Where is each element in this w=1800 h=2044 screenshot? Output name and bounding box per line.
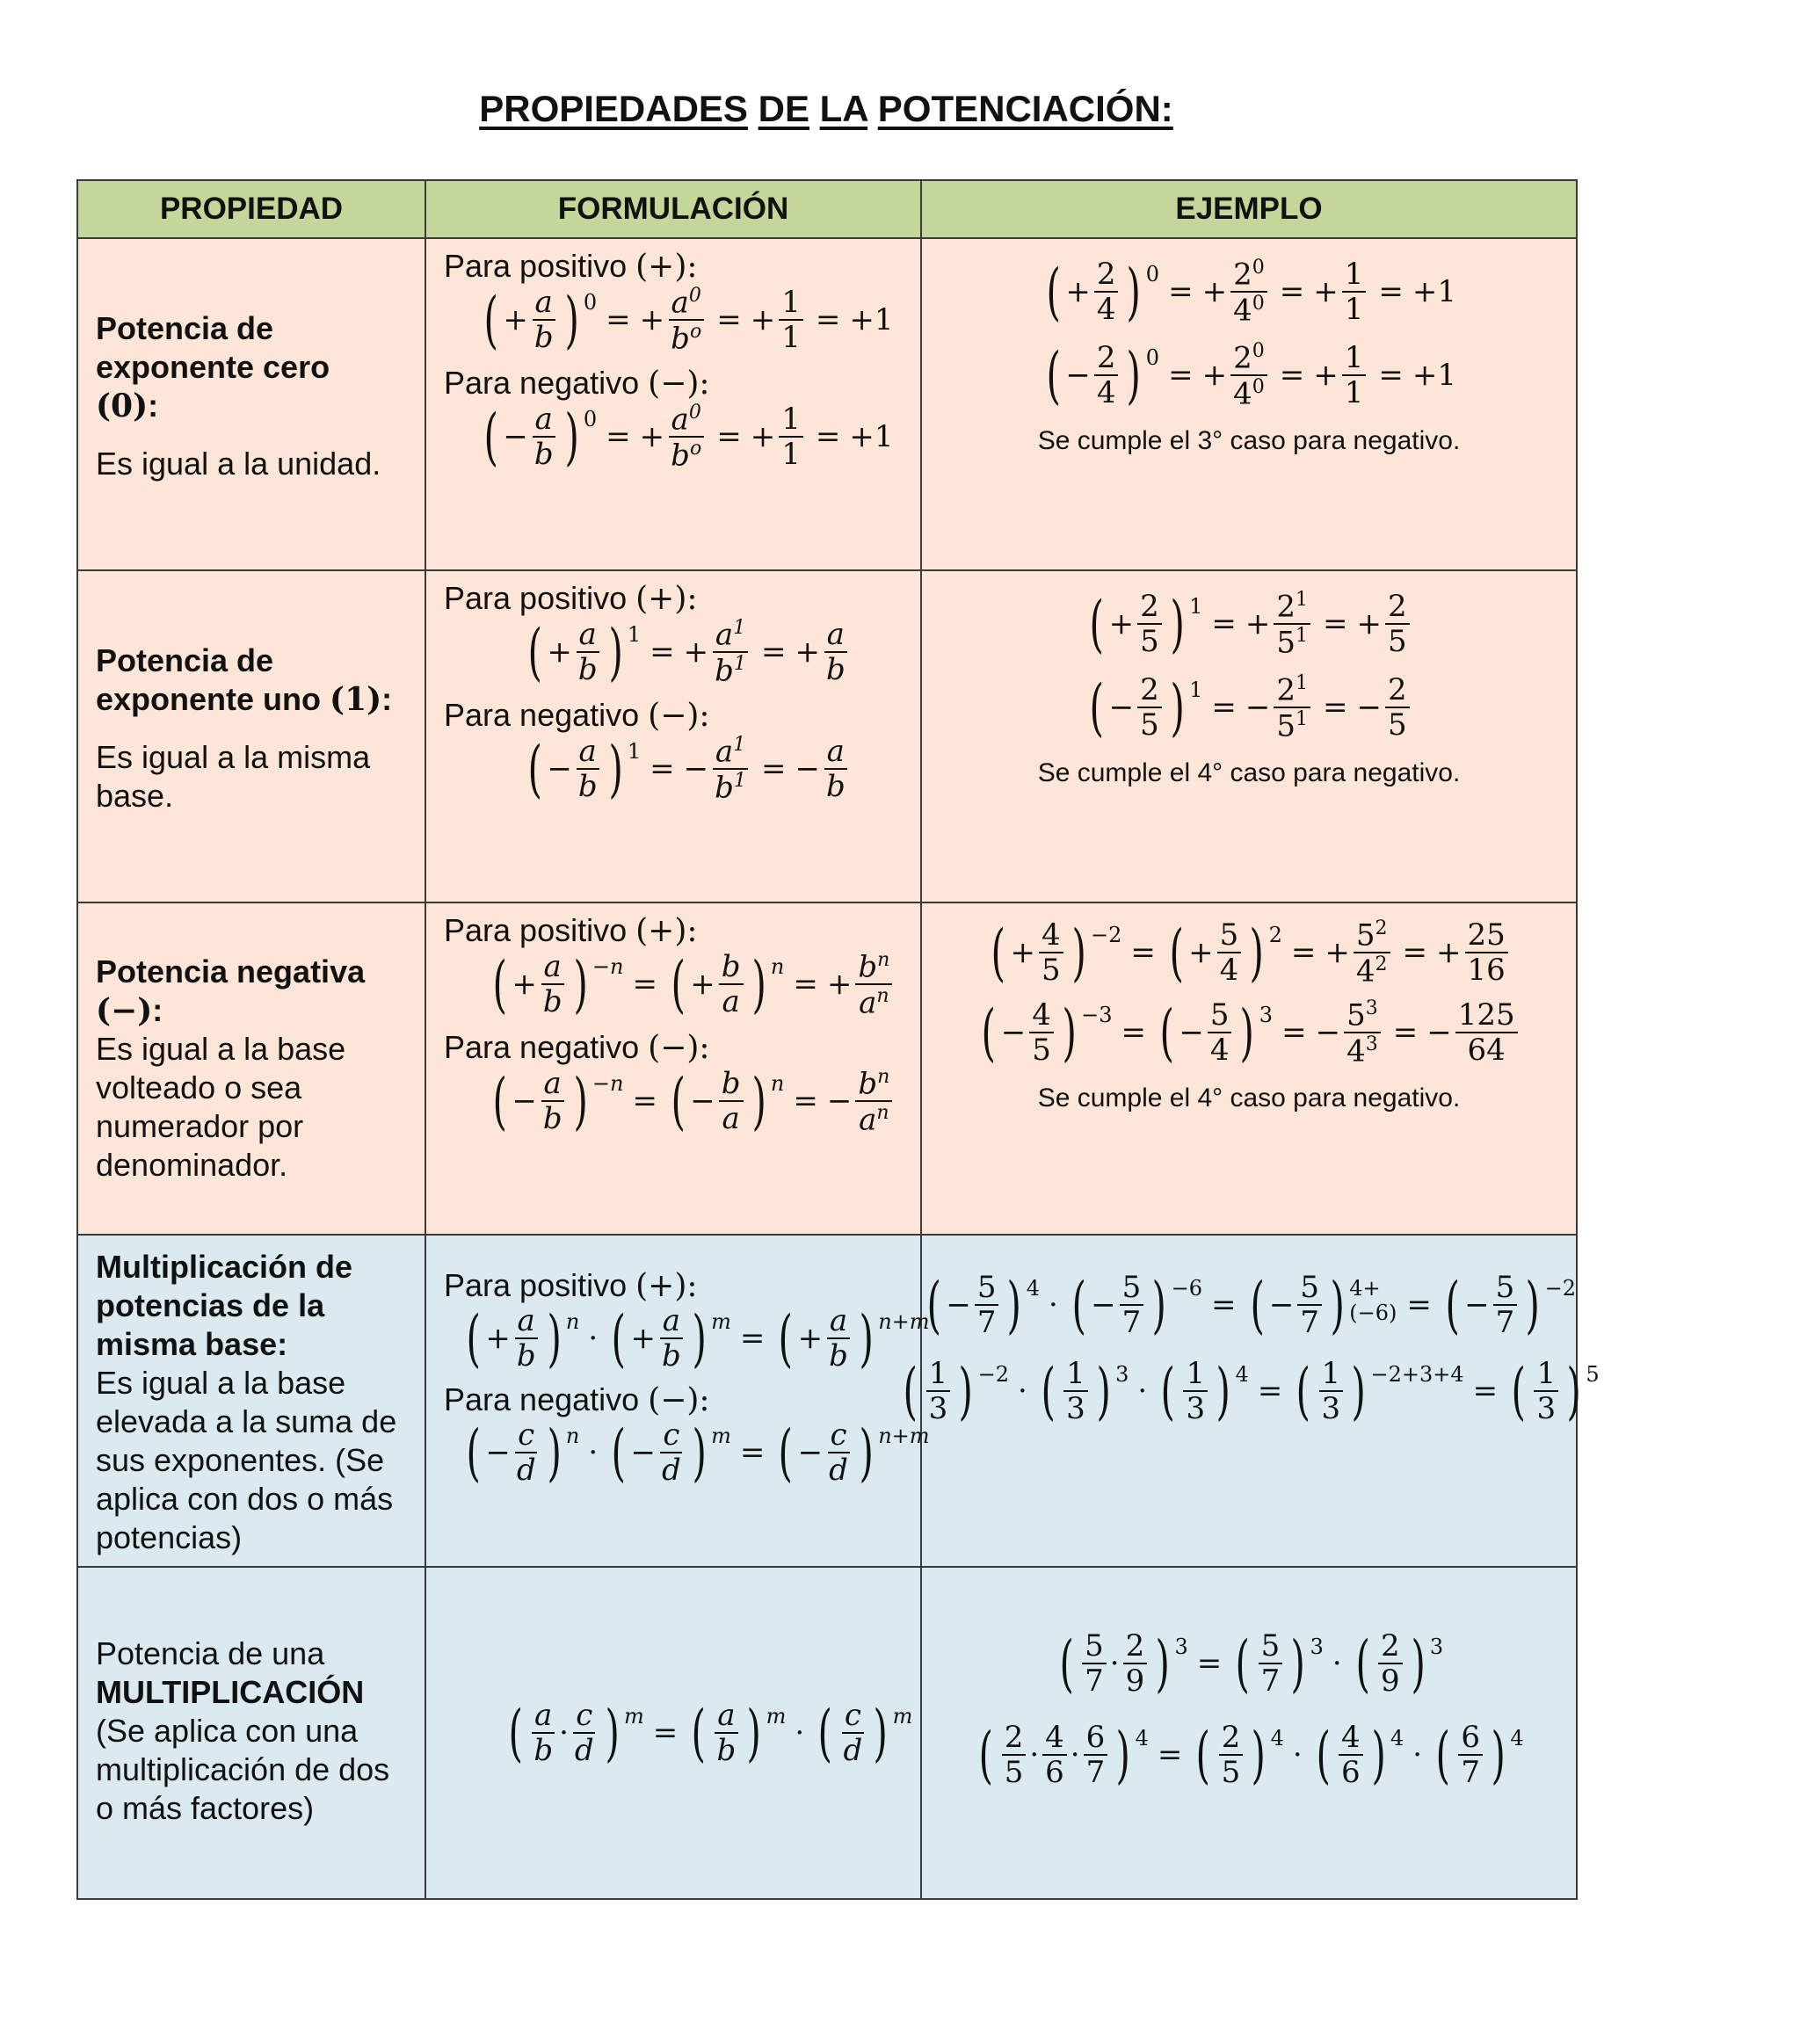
formula-negative: ( − $\frac{a}{b}$ ) 1 = − $\frac{a^1}{b^1}$ = − $\frac{a}{b}$	[426, 734, 920, 805]
prop-cell: Multiplicación de potencias de la misma base: Es igual a la base elevada a la suma de sus exponentes. (Se aplica con dos o más potencias)	[77, 1235, 425, 1567]
formula-positive: ( + $\frac{a}{b}$ ) 0 = + $\frac{a^0}{b^o}$ = + $\frac{1}{1}$ = +1	[483, 284, 894, 357]
formula-positive: ( + $\frac{a}{b}$ ) 1 = + $\frac{a^1}{b^1}$ = + $\frac{a}{b}$	[426, 617, 920, 688]
row-potencia-negativa	[77, 902, 1577, 1235]
example-note: Se cumple el 4° caso para negativo.	[1037, 758, 1461, 788]
prop-cell: Potencia de exponente cero (0): Es igual a la unidad.	[77, 238, 425, 570]
prop-cell: Potencia negativa (−): Es igual a la base volteado o sea numerador por denominador.	[77, 902, 425, 1235]
header-formulacion: FORMULACIÓN	[425, 180, 921, 238]
example-cell	[921, 238, 1577, 570]
header-row	[77, 180, 1577, 238]
prop-cell: Potencia de exponente uno (1): Es igual a la misma base.	[77, 570, 425, 902]
example-cell	[903, 1235, 1600, 1567]
example-1: ( $\frac{5}{7}$ · $\frac{2}{9}$ ) 3 = ( $\frac{5}{7}$ ) 3 · ( $\frac{2}{9}$ ) 3	[1059, 1627, 1444, 1700]
formula-negative: ( − $\frac{a}{b}$ ) 0 = + $\frac{a^0}{b^o}$ = + $\frac{1}{1}$ = +1	[483, 400, 894, 474]
example-note: Se cumple el 4° caso para negativo.	[1037, 1084, 1461, 1113]
row-exponente-cero	[77, 238, 1577, 570]
example-cell	[921, 570, 1577, 902]
formula-cell: Para positivo (+): ( + $\frac{a}{b}$ ) 1 = + $\frac{a^1}{b^1}$ = + $\frac{a}{b}$ Para negativo (−): ( − $\frac{a}{b}$ ) 1 = − $\frac{a^1}{b^1}$ = − $\frac{a}{b}$	[425, 570, 921, 902]
example-1: ( + $\frac{2}{4}$ ) 0 = + $\frac{2^0}{4^0}$ = + $\frac{1}{1}$ = +1	[1046, 256, 1456, 329]
example-1: ( − $\frac{5}{7}$ ) 4 · ( − $\frac{5}{7}$ ) −6 = ( − $\frac{5}{7}$ ) 4+(−6) = ( − $\frac{5}{7}$ ) −2	[926, 1269, 1576, 1341]
properties-table	[76, 179, 1600, 1900]
row-potencia-multiplicacion	[77, 1567, 1577, 1899]
formula-positive: ( + $\frac{a}{b}$ ) n · ( + $\frac{a}{b}$ ) m = ( + $\frac{a}{b}$ ) n+m	[466, 1302, 930, 1374]
formula: ( $\frac{a}{b}$ · $\frac{c}{d}$ ) m = ( $\frac{a}{b}$ ) m · ( $\frac{c}{d}$ ) m	[508, 1697, 913, 1769]
example-cell	[921, 902, 1577, 1235]
example-note: Se cumple el 3° caso para negativo.	[1037, 426, 1461, 456]
example-2: ( − $\frac{4}{5}$ ) −3 = ( − $\frac{5}{4}$ ) 3 = − $\frac{5^3}{4^3}$ = − $\frac{125}{64}$	[976, 997, 1521, 1069]
formula-positive: ( + $\frac{a}{b}$ ) −n = ( + $\frac{b}{a}$ ) n = + $\frac{b^n}{a^n}$	[426, 949, 920, 1020]
header-propiedad: PROPIEDAD	[77, 180, 425, 238]
formula-cell	[425, 1567, 921, 1899]
header-ejemplo: EJEMPLO	[921, 180, 1577, 238]
formula-negative: ( − $\frac{a}{b}$ ) −n = ( − $\frac{b}{a}$ ) n = − $\frac{b^n}{a^n}$	[426, 1066, 920, 1137]
example-cell	[921, 1567, 1577, 1899]
row-multiplicacion-misma-base	[77, 1235, 1577, 1567]
formula-negative: ( − $\frac{c}{d}$ ) n · ( − $\frac{c}{d}$ ) m = ( − $\frac{c}{d}$ ) n+m	[466, 1417, 930, 1489]
example-2: ( $\frac{1}{3}$ ) −2 · ( $\frac{1}{3}$ ) 3 · ( $\frac{1}{3}$ ) 4 = ( $\frac{1}{3}$ ) −2+3+4 = ( $\frac{1}{3}$ ) 5	[903, 1355, 1600, 1427]
row-exponente-uno	[77, 570, 1577, 902]
example-2: ( − $\frac{2}{4}$ ) 0 = + $\frac{2^0}{4^0}$ = + $\frac{1}{1}$ = +1	[1046, 338, 1456, 412]
formula-cell: Para positivo (+): ( + $\frac{a}{b}$ ) 0 = + $\frac{a^0}{b^o}$ = + $\frac{1}{1}$ = +1 Para negativo (−): ( − $\frac{a}{b}$ ) 0 = + $\frac{a^0}{b^o}$ = + $\frac{1}{1}$ = +1	[425, 238, 921, 570]
example-2: ( $\frac{2}{5}$ · $\frac{4}{6}$ · $\frac{6}{7}$ ) 4 = ( $\frac{2}{5}$ ) 4 · ( $\frac{4}{6}$ ) 4 · ( $\frac{6}{7}$ ) 4	[978, 1719, 1524, 1791]
formula-cell: Para positivo (+): ( + $\frac{a}{b}$ ) n · ( + $\frac{a}{b}$ ) m = ( + $\frac{a}{b}$ ) n+m Para negativo (−): ( − $\frac{c}{d}$ ) n · ( − $\frac{c}{d}$ ) m = ( − $\frac{c}{d}$ ) n+m	[425, 1235, 921, 1567]
example-1: ( + $\frac{2}{5}$ ) 1 = + $\frac{2^1}{5^1}$ = + $\frac{2}{5}$	[1085, 589, 1412, 660]
example-1: ( + $\frac{4}{5}$ ) −2 = ( + $\frac{5}{4}$ ) 2 = + $\frac{5^2}{4^2}$ = + $\frac{25}{16}$	[986, 917, 1512, 989]
example-2: ( − $\frac{2}{5}$ ) 1 = − $\frac{2^1}{5^1}$ = − $\frac{2}{5}$	[1085, 672, 1412, 743]
prop-cell: Potencia de una MULTIPLICACIÓN (Se aplica con una multiplicación de dos o más factores)	[77, 1567, 425, 1899]
page-title: PROPIEDADES DE LA POTENCIACIÓN:	[479, 88, 1173, 129]
formula-cell: Para positivo (+): ( + $\frac{a}{b}$ ) −n = ( + $\frac{b}{a}$ ) n = + $\frac{b^n}{a^n}$ Para negativo (−): ( − $\frac{a}{b}$ ) −n = ( − $\frac{b}{a}$ ) n = − $\frac{b^n}{a^n}$	[425, 902, 921, 1235]
